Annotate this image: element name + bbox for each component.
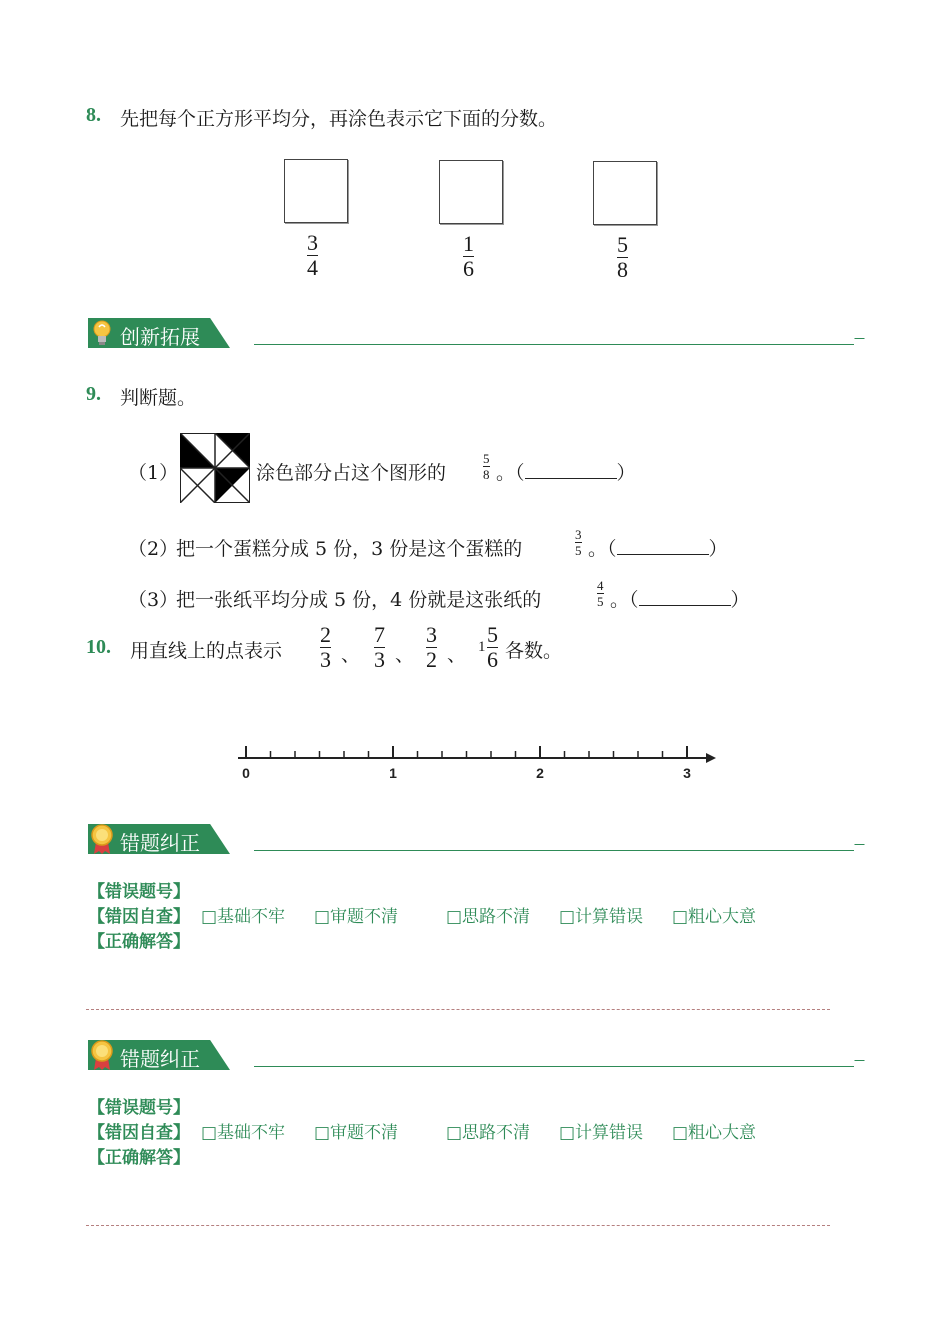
q10-fraction-2	[374, 624, 385, 671]
fraction-numerator: 4	[597, 578, 604, 593]
fraction-denominator: 4	[307, 255, 318, 280]
checkbox-option[interactable]: □粗心大意	[672, 907, 757, 927]
item-2-close: ）	[708, 538, 728, 560]
fraction-numerator: 5	[483, 451, 490, 466]
medal-icon	[90, 1040, 114, 1070]
question-10-text: 用直线上的点表示	[130, 640, 283, 662]
fraction-label-3	[617, 234, 628, 281]
fraction-denominator: 5	[597, 594, 604, 609]
checkbox-option[interactable]: □计算错误	[559, 907, 644, 927]
mixed-whole: 1	[478, 639, 486, 655]
item-2-text: 把一个蛋糕分成 5 份，3 份是这个蛋糕的	[176, 538, 523, 560]
tick-label: 3	[683, 765, 691, 781]
medal-icon	[90, 824, 114, 854]
fraction-denominator: 8	[483, 467, 490, 482]
tick-label: 2	[536, 765, 544, 781]
fraction-denominator: 8	[617, 257, 628, 282]
fraction-numerator: 1	[463, 231, 474, 256]
dashed-divider	[86, 1225, 830, 1226]
item-3-label: （3）	[128, 589, 179, 611]
fraction-numerator: 3	[307, 230, 318, 255]
fraction-denominator: 6	[463, 256, 474, 281]
section-banner-innovation	[88, 318, 878, 348]
question-9-text: 判断题。	[120, 387, 197, 409]
fraction-numerator: 2	[320, 622, 331, 647]
fraction-numerator: 5	[617, 232, 628, 257]
correct-answer-label: 【正确解答】	[88, 1148, 190, 1168]
section-banner-error-2	[88, 1040, 878, 1070]
fraction-denominator: 3	[374, 647, 385, 672]
question-10-tail: 各数。	[505, 640, 563, 662]
item-2-fraction	[575, 528, 582, 557]
fraction-numerator: 3	[426, 622, 437, 647]
item-1-fraction	[483, 452, 490, 481]
q10-fraction-1	[320, 624, 331, 671]
fraction-label-2	[463, 233, 474, 280]
error-question-number-label: 【错误题号】	[88, 1098, 190, 1118]
correct-answer-label: 【正确解答】	[88, 932, 190, 952]
item-3-open: 。（	[610, 589, 639, 611]
checkbox-option[interactable]: □计算错误	[559, 1123, 644, 1143]
item-3-fraction	[597, 579, 604, 608]
fraction-denominator: 6	[487, 647, 498, 672]
question-9-number: 9.	[86, 383, 101, 405]
checkbox-option[interactable]: □基础不牢	[201, 1123, 286, 1143]
q10-fraction-3	[426, 624, 437, 671]
fraction-denominator: 2	[426, 647, 437, 672]
fraction-label-1	[307, 232, 318, 279]
checkbox-option[interactable]: □思路不清	[446, 1123, 531, 1143]
item-1-text: 涂色部分占这个图形的	[256, 462, 447, 484]
checkbox-option[interactable]: □审题不清	[314, 1123, 399, 1143]
shaded-square-figure	[180, 433, 250, 503]
fraction-denominator: 5	[575, 543, 582, 558]
lightbulb-icon	[90, 319, 114, 347]
checkbox-option[interactable]: □粗心大意	[672, 1123, 757, 1143]
item-3-text: 把一张纸平均分成 5 份，4 份就是这张纸的	[176, 589, 542, 611]
square-1[interactable]	[284, 159, 348, 223]
item-2-label: （2）	[128, 538, 179, 560]
section-title: 错题纠正	[120, 831, 200, 855]
item-1-close: ）	[616, 462, 636, 484]
item-2-open: 。（	[588, 538, 617, 560]
dashed-divider	[86, 1009, 830, 1010]
fraction-numerator: 3	[575, 527, 582, 542]
answer-blank-1[interactable]	[525, 462, 617, 479]
separator: 、	[447, 644, 467, 666]
q10-fraction-4	[487, 624, 498, 671]
answer-blank-2[interactable]	[617, 538, 709, 555]
square-2[interactable]	[439, 160, 503, 224]
tick-label: 0	[242, 765, 250, 781]
checkbox-option[interactable]: □基础不牢	[201, 907, 286, 927]
section-title: 创新拓展	[120, 325, 200, 349]
error-question-number-label: 【错误题号】	[88, 882, 190, 902]
error-cause-label: 【错因自查】	[88, 907, 190, 927]
question-8-text: 先把每个正方形平均分，再涂色表示它下面的分数。	[120, 108, 558, 130]
number-line[interactable]	[230, 738, 730, 788]
separator: 、	[341, 644, 361, 666]
tick-label: 1	[389, 765, 397, 781]
checkbox-option[interactable]: □审题不清	[314, 907, 399, 927]
question-8-number: 8.	[86, 104, 101, 126]
square-3[interactable]	[593, 161, 657, 225]
item-1-open: 。（	[496, 462, 525, 484]
question-10-number: 10.	[86, 636, 111, 658]
fraction-numerator: 7	[374, 622, 385, 647]
error-cause-label: 【错因自查】	[88, 1123, 190, 1143]
fraction-denominator: 3	[320, 647, 331, 672]
item-3-close: ）	[730, 589, 750, 611]
separator: 、	[395, 644, 415, 666]
item-1-label: （1）	[128, 462, 179, 484]
section-banner-error-1	[88, 824, 878, 854]
section-title: 错题纠正	[120, 1047, 200, 1071]
checkbox-option[interactable]: □思路不清	[446, 907, 531, 927]
answer-blank-3[interactable]	[639, 589, 731, 606]
fraction-numerator: 5	[487, 622, 498, 647]
